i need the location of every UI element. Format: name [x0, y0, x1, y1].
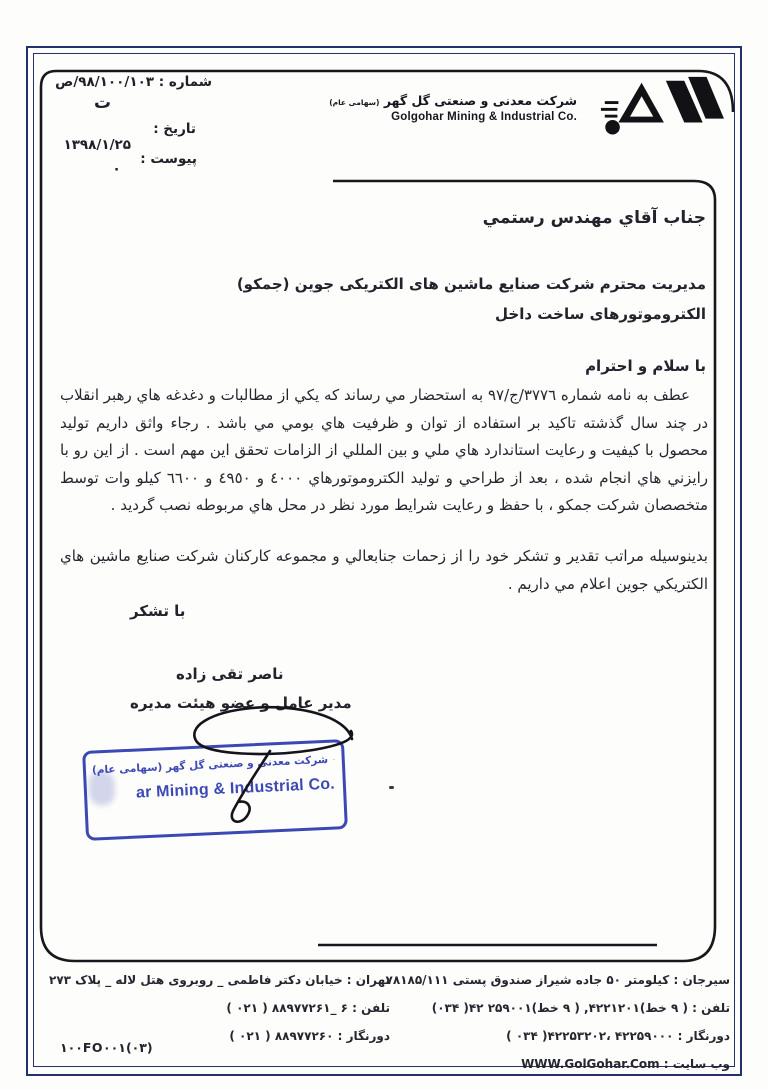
- tehran-fax: دورنگار : ۸۸۹۷۷۲۶۰ ( ۰۲۱ ): [229, 1029, 390, 1043]
- company-name-fa: شرکت معدنی و صنعتی گل گهر: [383, 93, 577, 108]
- sirjan-fax: دورنگار : ۴۲۲۵۹۰۰۰ ،۴۲۲۵۳۲۰۲( ۰۳۴ ): [506, 1029, 730, 1043]
- date-value: ۱۳۹۸/۱/۲۵: [63, 137, 131, 153]
- closing-phrase: با تشکر: [130, 602, 186, 620]
- ref-number-label: شماره :: [158, 74, 212, 90]
- tehran-phone: تلفن : ۶ _۸۸۹۷۷۲۶۱ ( ۰۲۱ ): [226, 1001, 390, 1015]
- sirjan-phone: تلفن : ( ۹ خط)۴۲۲۱۲۰۱, ( ۹ خط)۲۵۹۰۰۱ ۴۲( ۰۳۴): [431, 1001, 730, 1015]
- website-line: وب سايت : WWW.GolGohar.Com: [521, 1057, 730, 1071]
- tehran-address: تهران : خيابان دکتر فاطمی _ روبروی هتل لاله _ پلاک ۲۷۳: [49, 973, 390, 987]
- stamp-ink-smudge: [88, 771, 116, 806]
- body-paragraph-2: بدينوسيله مراتب تقدير و تشکر خود را از زحمات جنابعالي و مجموعه کارکنان شرکت صنايع ماشين هاي الکتريکي جوين اعلام مي داريم .: [60, 547, 708, 593]
- date-label: تاريخ :: [153, 121, 196, 137]
- footer-sirjan-block: [386, 966, 730, 1078]
- stamp-dot-mark: [389, 786, 394, 789]
- signatory-name: ناصر تقی زاده: [176, 665, 284, 683]
- clerk-mark: ت: [94, 93, 112, 113]
- stamp-company-fa: شرکت معدنی و صنعتی گل گهر (سهامی عام): [91, 753, 329, 777]
- attachment-value: ·: [114, 162, 120, 178]
- signatory-title: مدير عامل و عضو هيئت مديره: [130, 694, 352, 712]
- company-name-en: Golgohar Mining & Industrial Co.: [391, 111, 577, 123]
- attachment-label: پيوست :: [140, 151, 197, 167]
- golgohar-logo-icon: [597, 74, 725, 136]
- company-stamp: [82, 739, 348, 841]
- company-name-line: [329, 93, 577, 108]
- body-paragraph-1: عطف به نامه شماره ٣٧٧٦/ج/٩٧ به استحضار مي رساند که يکي از مطالبات و دغدغه هاي رهبر انقلاب در چند سال گذشته تاکيد بر استفاده از توان و ظرفيت هاي بومي مي باشد . رجاء واثق داريم توليد محصول با کيفيت و رعايت استاندارد هاي ملي و بين المللي از الزامات تحقق اين مهم است . از اين رو با رايزني هاي انجام شده ، بعد از طراحي و توليد الکتروموتورهاي ٤٠٠٠ و ٤٩٥٠ و ٦٦٠٠ کيلو وات توسط متخصصان شرکت جمکو ، با حفظ و رعايت شرايط مورد نظر در محل هاي مربوطه نصب گرديد .: [60, 386, 709, 514]
- salutation: با سلام و احترام: [585, 357, 706, 375]
- company-type-fa: (سهامی عام): [329, 98, 380, 107]
- subject-line: الکتروموتورهای ساخت داخل: [495, 305, 706, 323]
- sirjan-address: سيرجان : کيلومتر ۵۰ جاده شيراز صندوق پستی ۷۸۱۸۵/۱۱۱: [385, 973, 730, 987]
- recipient-organization: مديريت محترم شرکت صنايع ماشين های الکتريکی جوين (جمکو): [236, 275, 706, 293]
- ref-number-value: ۹۸/۱۰۰/۱۰۳/ص: [55, 74, 155, 90]
- ref-number-line: [55, 74, 212, 90]
- recipient-name: جناب آقاي مهندس رستمي: [482, 208, 706, 228]
- form-code: ۱۰۰FO۰۰۱(۰۳): [60, 1040, 153, 1055]
- footer-tehran-block: [49, 966, 390, 1050]
- stamp-logo-icon: [333, 750, 336, 770]
- stamp-company-en: ar Mining & Industrial Co.: [135, 775, 336, 802]
